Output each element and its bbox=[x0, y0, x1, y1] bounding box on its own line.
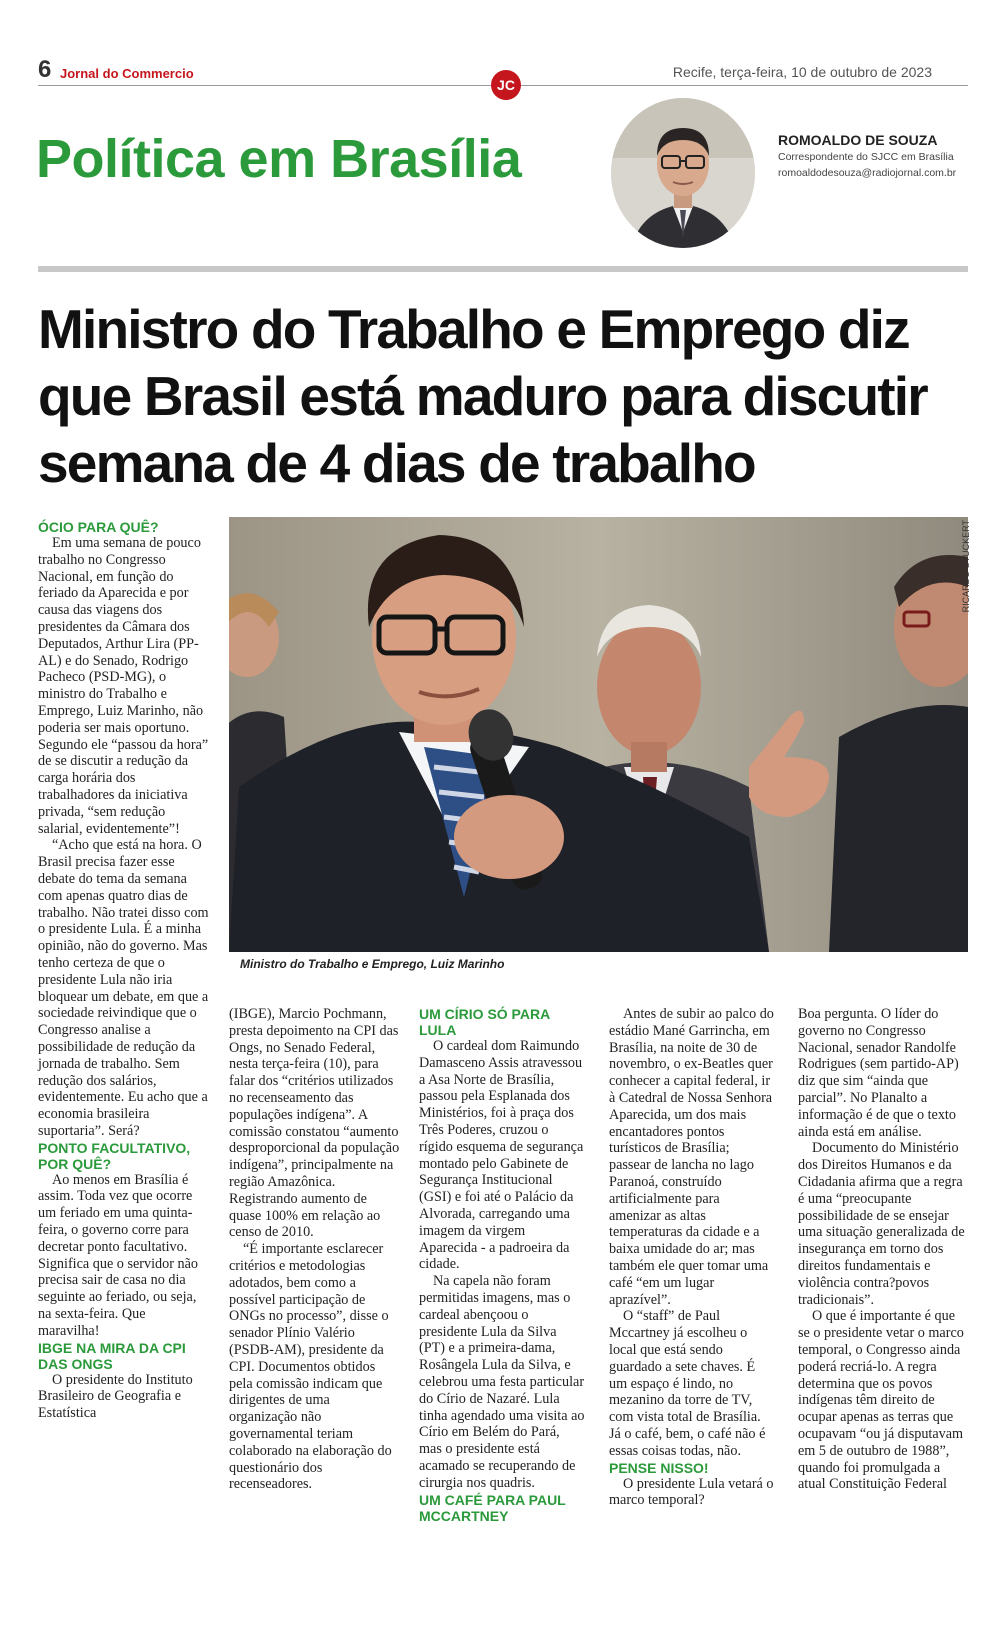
column-paragraph: O presidente do Instituto Brasileiro de Geografia e Estatística bbox=[38, 1371, 193, 1422]
column-subhead: UM CAFÉ PARA PAUL MCCARTNEY bbox=[419, 1491, 566, 1524]
column-paragraph: Ao menos em Brasília é assim. Toda vez que ocorre um feriado em uma quinta-feira, o governo corre para decretar ponto facultativo. Significa que o servidor não precisa sair de casa no dia seguinte ao feriado, ou seja, na sexta-feira. Que maravilha! bbox=[38, 1171, 198, 1339]
column-paragraph: (IBGE), Marcio Pochmann, presta depoimento na CPI das Ongs, no Senado Federal, nesta terça-feira (10), para falar dos “critérios utilizados no recenseamento das populações indígena”. A comissão constatou “aumento desproporcional da população indígena”, principalmente na região Amazônica. Registrando aumento de quase 100% em relação ao censo de 2010. bbox=[229, 1006, 400, 1241]
page-number: 6 bbox=[38, 56, 52, 83]
column-paragraph: Documento do Ministério dos Direitos Humanos e da Cidadania afirma que a regra é uma “preocupante possibilidade de se ensejar uma situação generalizada de insegurança em torno dos direitos fundamentais e violência contra?povos tradicionais”. bbox=[798, 1140, 965, 1308]
column-paragraph: Antes de subir ao palco do estádio Mané Garrincha, em Brasília, na noite de 30 de novembro, o ex-Beatles quer conhecer a capital federal, ir à Catedral de Nossa Senhora Aparecida, um dos mais encantadores pontos turísticos de Brasília; passear de lancha no lago Paranoá, construído artificialmente para amenizar as altas temperaturas da cidade e a baixa umidade do ar; mas também ele quer tomar uma café “em um lugar aprazível”. bbox=[609, 1006, 774, 1308]
column-paragraph: O “staff” de Paul Mccartney já escolheu o local que está sendo guardado a sete chaves. É um espaço é lindo, no mezanino da torre de TV, com vista total de Brasília. Já o café, bem, o café não é essas coisas todas, não. bbox=[609, 1308, 766, 1459]
column-paragraph: O cardeal dom Raimundo Damasceno Assis atravessou a Asa Norte de Brasília, passou pela Esplanada dos Ministérios, foi à praça dos Três Poderes, cruzou o rígido esquema de segurança montado pelo Gabinete de Segurança Institucional (GSI) e foi até o Palácio da Alvorada, carregando uma imagem da virgem Aparecida - a padroeira da cidade. bbox=[419, 1038, 584, 1273]
column-paragraph: O presidente Lula vetará o marco temporal? bbox=[609, 1475, 774, 1509]
column-subhead: IBGE NA MIRA DA CPI DAS ONGS bbox=[38, 1339, 186, 1372]
column-paragraph: Na capela não foram permitidas imagens, mas o cardeal abençoou o presidente Lula da Silva (PT) e a primeira-dama, Rosângela Lula da Silva, e celebrou uma festa particular do Círio de Nazaré. Lula tinha agendado uma visita ao Círio em Belém do Pará, mas o presidente está acamado se recuperando de cirurgia nos quadris. bbox=[419, 1273, 585, 1491]
column-paragraph: Em uma semana de pouco trabalho no Congresso Nacional, em função do feriado da Aparecida e por causa das viagens dos presidentes da Câmara dos Deputados, Arthur Lira (PP-AL) e do Senado, Rodrigo Pacheco (PSD-MG), o ministro do Trabalho e Emprego, Luiz Marinho, não poderia ser mais oportuno. Segundo ele “passou da hora” de se discutir a redução da carga horária dos trabalhadores da iniciativa privada, “sem redução salarial, evidentemente”! bbox=[38, 535, 209, 837]
jc-logo-icon: JC bbox=[491, 70, 521, 100]
column-paragraph: Boa pergunta. O líder do governo no Congresso Nacional, senador Randolfe Rodrigues (sem partido-AP) diz que sim “ainda que parcial”. No Planalto a informação é de que o texto ainda está em análise. bbox=[798, 1006, 959, 1140]
column-subhead: PONTO FACULTATIVO, POR QUÊ? bbox=[38, 1139, 191, 1172]
author-email: romoaldodesouza@radiojornal.com.br bbox=[778, 167, 957, 179]
text-column-1 bbox=[38, 519, 210, 1422]
column-subhead: UM CÍRIO SÓ PARA LULA bbox=[419, 1006, 550, 1038]
column-paragraph: “Acho que está na hora. O Brasil precisa fazer esse debate do tema da semana com apenas quatro dias de trabalho. Não tratei disso com o presidente Lula. É a minha opinião, não do governo. Mas tenho certeza de que o presidente Lula não iria bloquear um debate, em que a sociedade reivindique que o Congresso analise a possibilidade de redução da jornada de trabalho. Sem redução dos salários, evidentemente. Eu acho que a economia brasileira suportaria”. Será? bbox=[38, 837, 209, 1139]
article-photo bbox=[229, 517, 968, 952]
column-paragraph: O que é importante é que se o presidente vetar o marco temporal, o Congresso ainda poderá recriá-lo. A regra determina que os povos indígenas têm direito de ocupar apenas as terras que ocupavam “ou já disputavam em 5 de outubro de 1988”, quando foi promulgada a atual Constituição Federal bbox=[798, 1308, 964, 1493]
author-name: ROMOALDO DE SOUZA bbox=[778, 132, 938, 148]
column-subhead: ÓCIO PARA QUÊ? bbox=[38, 519, 159, 535]
column-subhead: PENSE NISSO! bbox=[609, 1459, 709, 1476]
text-column-5 bbox=[798, 1006, 968, 1493]
author-avatar bbox=[611, 98, 755, 248]
newspaper-name: Jornal do Commercio bbox=[60, 66, 194, 81]
text-column-4 bbox=[609, 1006, 774, 1509]
minister-photo-icon bbox=[229, 517, 968, 952]
section-title: Política em Brasília bbox=[36, 129, 522, 189]
column-paragraph: “É importante esclarecer critérios e metodologias adotados, bem como a possível participação de ONGs no processo”, disse o senador Plínio Valério (PSDB-AM), presidente da CPI. Documentos obtidos pela comissão indicam que dirigentes de uma organização não governamental teriam colaborado na elaboração do questionário dos recenseadores. bbox=[229, 1241, 392, 1493]
article-headline: Ministro do Trabalho e Emprego diz que Brasil está maduro para discutir semana de 4 dias de trabalho bbox=[38, 298, 927, 494]
text-column-2 bbox=[229, 1006, 401, 1493]
author-role: Correspondente do SJCC em Brasília bbox=[778, 151, 954, 163]
section-divider bbox=[38, 266, 968, 272]
author-portrait-icon bbox=[611, 98, 755, 248]
photo-caption: Ministro do Trabalho e Emprego, Luiz Marinho bbox=[240, 957, 505, 971]
photo-credit: RICARDO STUCKERT bbox=[961, 520, 971, 613]
text-column-3 bbox=[419, 1006, 585, 1524]
date-line: Recife, terça-feira, 10 de outubro de 2023 bbox=[672, 64, 932, 80]
